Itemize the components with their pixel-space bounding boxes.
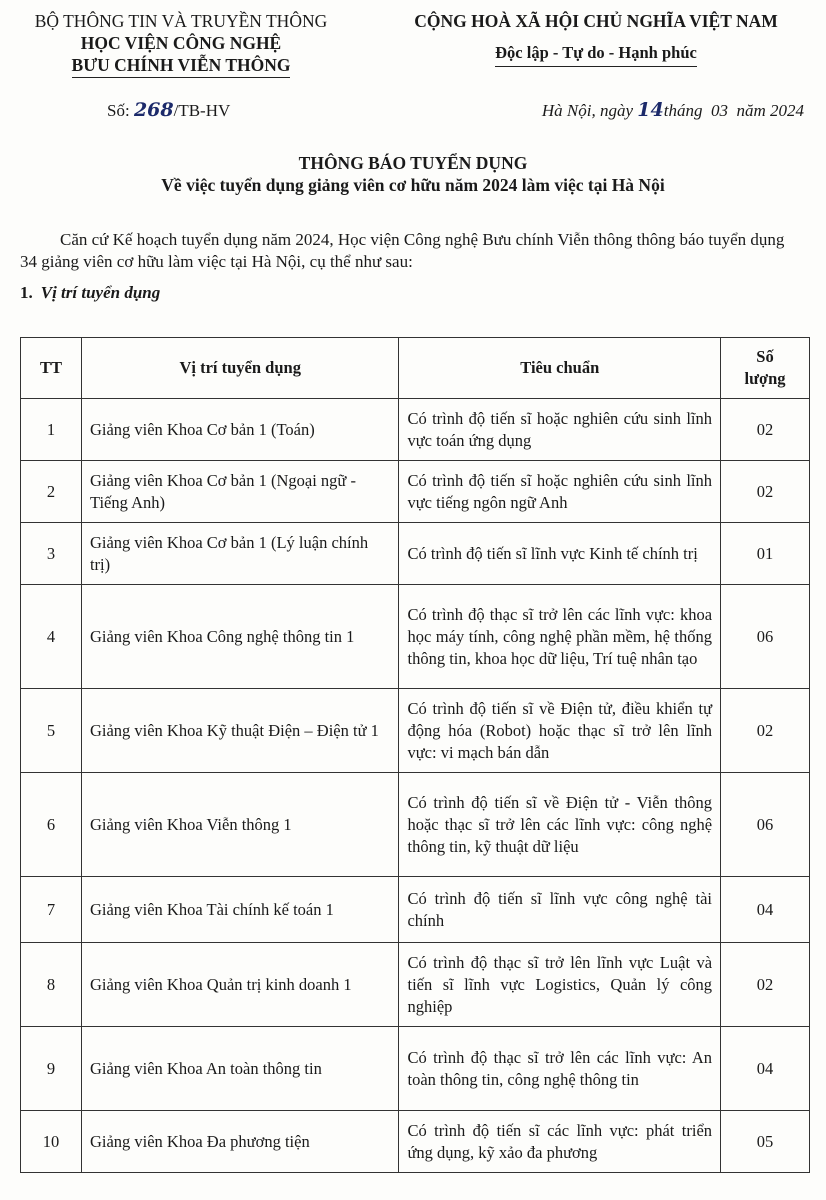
- document-title: [0, 152, 826, 196]
- national-header: [366, 10, 826, 67]
- cell-standard: Có trình độ tiến sĩ hoặc nghiên cứu sinh lĩnh vực tiếng ngôn ngữ Anh: [399, 461, 721, 523]
- cell-position: Giảng viên Khoa Tài chính kế toán 1: [81, 877, 399, 943]
- cell-tt: 7: [21, 877, 82, 943]
- table-row: [21, 585, 810, 689]
- header-tt: TT: [21, 338, 82, 399]
- table-header-row: [21, 338, 810, 399]
- document-date: [542, 99, 804, 121]
- cell-position: Giảng viên Khoa Đa phương tiện: [81, 1111, 399, 1173]
- cell-quantity: 02: [721, 461, 810, 523]
- cell-standard: Có trình độ thạc sĩ trở lên lĩnh vực Luật và tiến sĩ lĩnh vực Logistics, Quản lý công nghiệp: [399, 943, 721, 1027]
- cell-tt: 1: [21, 399, 82, 461]
- title-main: THÔNG BÁO TUYỂN DỤNG: [298, 153, 528, 173]
- table-row: [21, 399, 810, 461]
- table-row: [21, 1027, 810, 1111]
- table-row: [21, 1111, 810, 1173]
- intro-text: Căn cứ Kế hoạch tuyển dụng năm 2024, Học viện Công nghệ Bưu chính Viễn thông thông báo tuyển dụng 34 giảng viên cơ hữu làm việc tại Hà Nội, cụ thể như sau:: [20, 230, 785, 271]
- cell-position: Giảng viên Khoa Cơ bản 1 (Toán): [81, 399, 399, 461]
- header-position: Vị trí tuyển dụng: [81, 338, 399, 399]
- doc-number-suffix: /TB-HV: [173, 101, 231, 120]
- date-day-handwritten: 14: [637, 99, 664, 121]
- table-row: [21, 877, 810, 943]
- cell-standard: Có trình độ tiến sĩ lĩnh vực Kinh tế chính trị: [399, 523, 721, 585]
- header-standard: Tiêu chuẩn: [399, 338, 721, 399]
- date-prefix: Hà Nội, ngày: [541, 101, 634, 120]
- table-row: [21, 689, 810, 773]
- org-name-line1: HỌC VIỆN CÔNG NGHỆ: [80, 33, 282, 53]
- cell-quantity: 06: [721, 773, 810, 877]
- cell-quantity: 04: [721, 877, 810, 943]
- header-quantity: [721, 338, 810, 399]
- doc-number-prefix: Số:: [107, 101, 130, 120]
- header-quantity-line2: lượng: [744, 369, 786, 388]
- date-rest: tháng 03 năm 2024: [663, 101, 804, 120]
- cell-quantity: 04: [721, 1027, 810, 1111]
- recruitment-table: [20, 337, 810, 1173]
- cell-quantity: 02: [721, 399, 810, 461]
- cell-tt: 8: [21, 943, 82, 1027]
- cell-tt: 2: [21, 461, 82, 523]
- cell-quantity: 05: [721, 1111, 810, 1173]
- cell-position: Giảng viên Khoa Cơ bản 1 (Ngoại ngữ - Tiếng Anh): [81, 461, 399, 523]
- cell-tt: 3: [21, 523, 82, 585]
- country-name: CỘNG HOÀ XÃ HỘI CHỦ NGHĨA VIỆT NAM: [414, 11, 778, 31]
- intro-paragraph: [20, 229, 786, 273]
- cell-tt: 4: [21, 585, 82, 689]
- cell-tt: 5: [21, 689, 82, 773]
- cell-quantity: 02: [721, 943, 810, 1027]
- ministry-name: BỘ THÔNG TIN VÀ TRUYỀN THÔNG: [34, 11, 328, 31]
- doc-number-handwritten: 268: [133, 99, 174, 121]
- table-row: [21, 523, 810, 585]
- cell-standard: Có trình độ tiến sĩ lĩnh vực công nghệ tài chính: [399, 877, 721, 943]
- cell-position: Giảng viên Khoa Cơ bản 1 (Lý luận chính trị): [81, 523, 399, 585]
- cell-standard: Có trình độ thạc sĩ trở lên các lĩnh vực: An toàn thông tin, công nghệ thông tin: [399, 1027, 721, 1111]
- cell-standard: Có trình độ thạc sĩ trở lên các lĩnh vực: khoa học máy tính, công nghệ phần mềm, hệ thống thông tin, khoa học dữ liệu, Trí tuệ nhân tạo: [399, 585, 721, 689]
- cell-tt: 10: [21, 1111, 82, 1173]
- cell-quantity: 02: [721, 689, 810, 773]
- cell-position: Giảng viên Khoa Kỹ thuật Điện – Điện tử 1: [81, 689, 399, 773]
- cell-quantity: 01: [721, 523, 810, 585]
- cell-position: Giảng viên Khoa Viễn thông 1: [81, 773, 399, 877]
- cell-tt: 6: [21, 773, 82, 877]
- cell-standard: Có trình độ tiến sĩ về Điện tử - Viễn thông hoặc thạc sĩ trở lên các lĩnh vực: công nghệ thông tin, kỹ thuật dữ liệu: [399, 773, 721, 877]
- cell-position: Giảng viên Khoa Công nghệ thông tin 1: [81, 585, 399, 689]
- cell-position: Giảng viên Khoa Quản trị kinh doanh 1: [81, 943, 399, 1027]
- header-quantity-line1: Số: [756, 347, 774, 366]
- national-motto: Độc lập - Tự do - Hạnh phúc: [495, 42, 697, 67]
- org-name-line2: BƯU CHÍNH VIỄN THÔNG: [72, 54, 291, 78]
- section-heading: [20, 283, 160, 303]
- cell-standard: Có trình độ tiến sĩ về Điện tử, điều khiển tự động hóa (Robot) hoặc thạc sĩ trở lên lĩnh vực: vi mạch bán dẫn: [399, 689, 721, 773]
- cell-standard: Có trình độ tiến sĩ hoặc nghiên cứu sinh lĩnh vực toán ứng dụng: [399, 399, 721, 461]
- cell-standard: Có trình độ tiến sĩ các lĩnh vực: phát triển ứng dụng, kỹ xảo đa phương: [399, 1111, 721, 1173]
- issuer-header: [0, 10, 362, 78]
- table-row: [21, 943, 810, 1027]
- cell-position: Giảng viên Khoa An toàn thông tin: [81, 1027, 399, 1111]
- cell-quantity: 06: [721, 585, 810, 689]
- title-sub: Về việc tuyển dụng giảng viên cơ hữu năm 2024 làm việc tại Hà Nội: [161, 175, 665, 195]
- section-number: 1.: [20, 283, 33, 302]
- section-title: Vị trí tuyển dụng: [40, 283, 161, 302]
- table-row: [21, 461, 810, 523]
- document-number: [107, 99, 230, 121]
- cell-tt: 9: [21, 1027, 82, 1111]
- table-row: [21, 773, 810, 877]
